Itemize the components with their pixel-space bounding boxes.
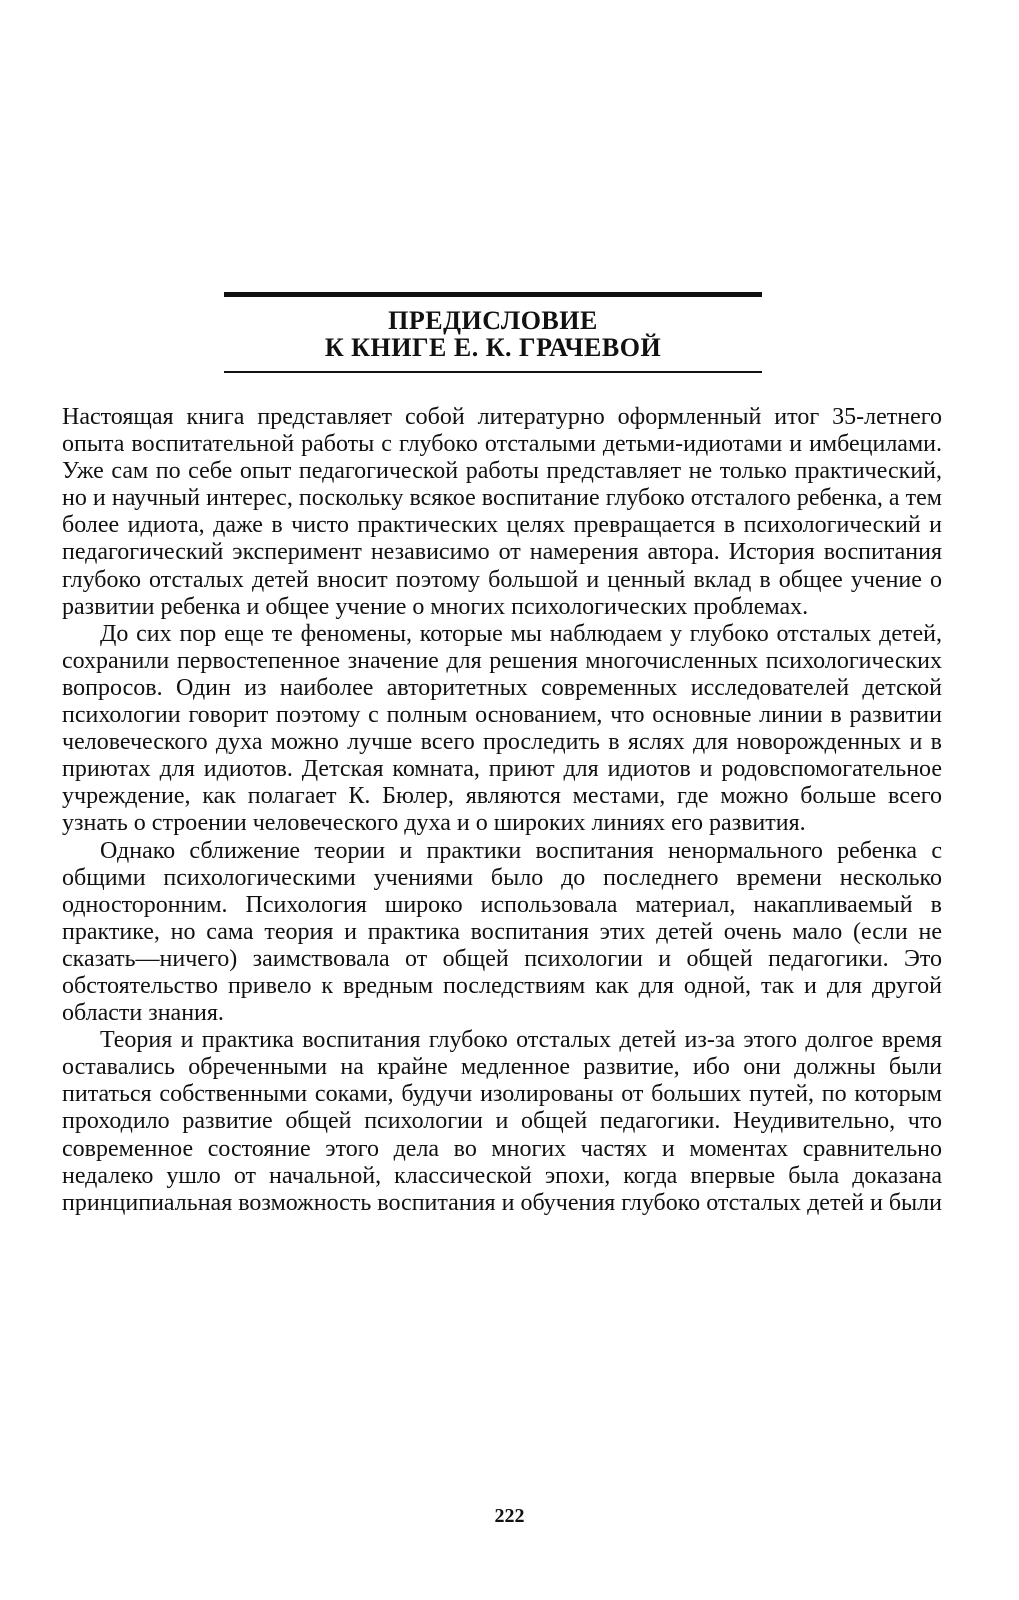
paragraph-4: Теория и практика воспитания глубоко отсталых детей из-за этого долгое время оставались обреченными на крайне медленное развитие, ибо они должны были питаться собственными соками, будучи изолированы от больших путей, по которым проходило развитие общей психологии и общей педагогики. Неудивительно, что современное состояние этого дела во многих частях и моментах сравнительно недалеко ушло от начальной, классической эпохи, когда впервые была доказана принципиальная возможность воспитания и обучения глубоко отсталых детей и были (62, 1027, 942, 1216)
body-text (62, 404, 942, 1217)
paragraph-3: Однако сближение теории и практики воспитания ненормального ребенка с общими психологическими учениями было до последнего времени несколько односторонним. Психология широко использовала материал, накапливаемый в практике, но сама теория и практика воспитания этих детей очень мало (если не сказать—ничего) заимствовала от общей психологии и общей педагогики. Это обстоятельство привело к вредным последствиям как для одной, так и для другой области знания. (62, 837, 942, 1027)
chapter-heading (224, 307, 762, 361)
heading-rule-top (224, 292, 762, 297)
heading-line-1: ПРЕДИСЛОВИЕ (388, 306, 598, 335)
heading-rule-bottom (224, 371, 762, 373)
page-number: 222 (494, 1505, 525, 1527)
heading-line-2: К КНИГЕ Е. К. ГРАЧЕВОЙ (324, 333, 662, 362)
paragraph-1: Настоящая книга представляет собой литературно оформленный итог 35-летнего опыта воспитательной работы с глубоко отсталыми детьми-идиотами и имбецилами. Уже сам по себе опыт педагогической работы представляет не только практический, но и научный интерес, поскольку всякое воспитание глубоко отсталого ребенка, а тем более идиота, даже в чисто практических целях превращается в психологический и педагогический эксперимент независимо от намерения автора. История воспитания глубоко отсталых детей вносит поэтому большой и ценный вклад в общее учение о развитии ребенка и общее учение о многих психологических проблемах. (62, 404, 942, 620)
paragraph-2: До сих пор еще те феномены, которые мы наблюдаем у глубоко отсталых детей, сохранили первостепенное значение для решения многочисленных психологических вопросов. Один из наиболее авторитетных современных исследователей детской психологии говорит поэтому с полным основанием, что основные линии в развитии человеческого духа можно лучше всего проследить в яслях для новорожденных и в приютах для идиотов. Детская комната, приют для идиотов и родовспомогательное учреждение, как полагает К. Бюлер, являются местами, где можно больше всего узнать о строении человеческого духа и о широких линиях его развития. (62, 620, 942, 837)
